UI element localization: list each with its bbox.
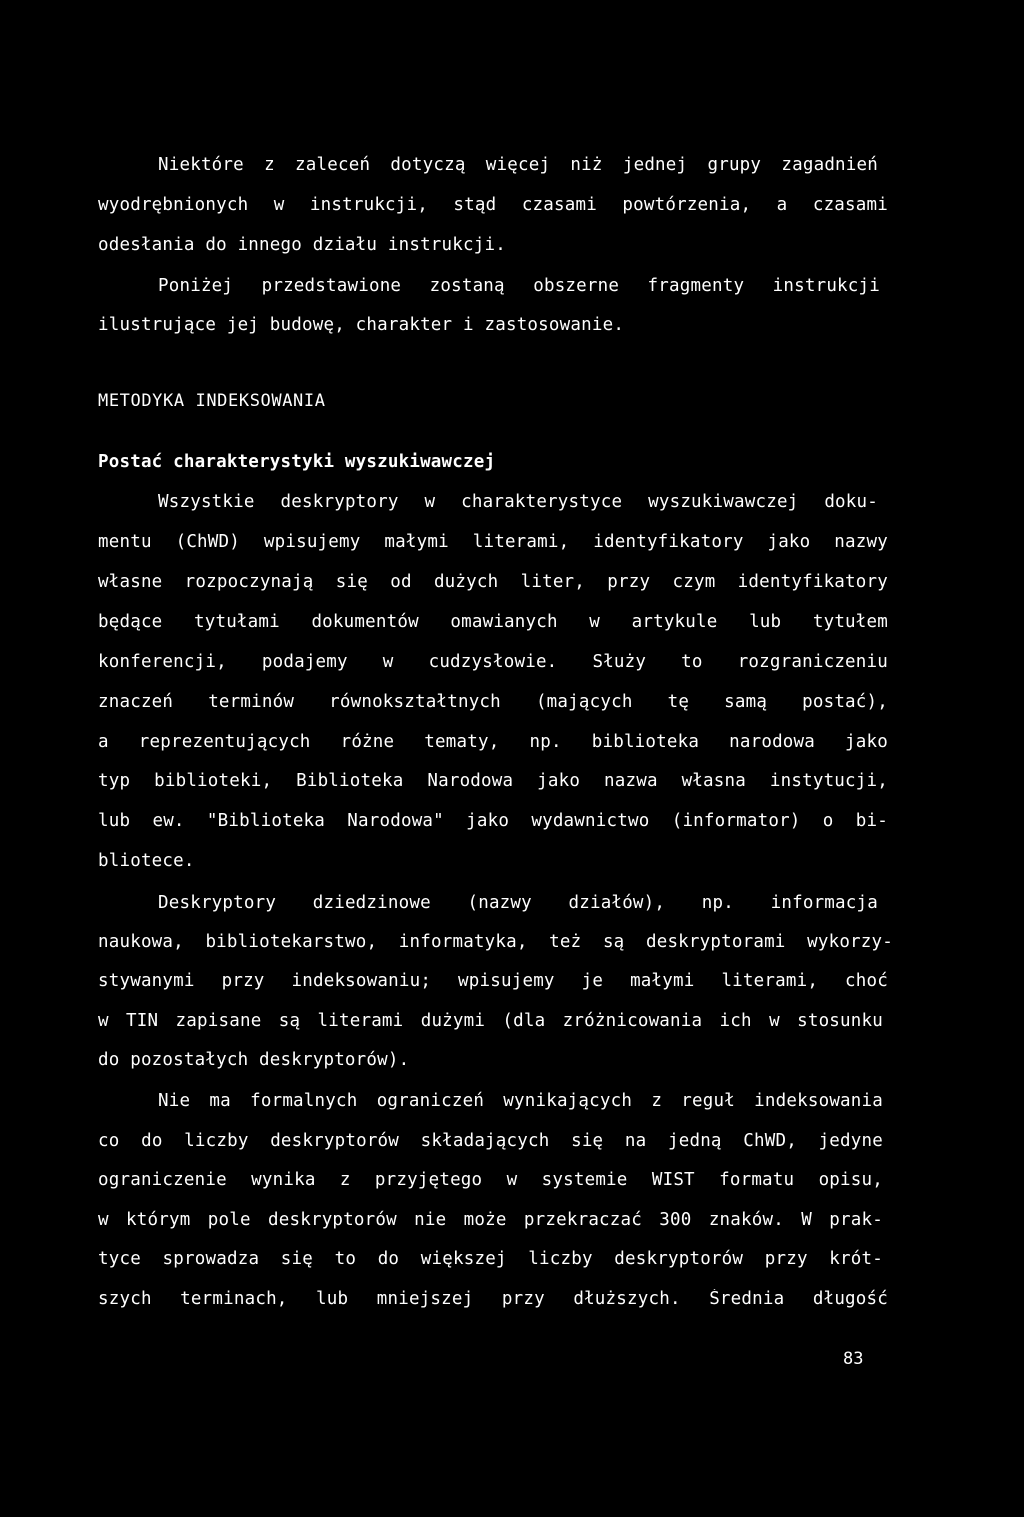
body-p1-line-2: mentu (ChWD) wpisujemy małymi literami, identyfikatory jako nazwy: [98, 532, 888, 552]
body-p3-line-1: Nie ma formalnych ograniczeń wynikających z reguł indeksowania: [158, 1091, 883, 1111]
intro-p2-line-2: ilustrujące jej budowę, charakter i zastosowanie.: [98, 315, 625, 335]
intro-p1-line-1: Niektóre z zaleceń dotyczą więcej niż jednej grupy zagadnień: [158, 155, 878, 175]
body-p2-line-4: w TIN zapisane są literami dużymi (dla zróżnicowania ich w stosunku: [98, 1011, 883, 1031]
intro-p1-line-2: wyodrębnionych w instrukcji, stąd czasami powtórzenia, a czasami: [98, 195, 888, 215]
section-heading: METODYKA INDEKSOWANIA: [98, 391, 326, 411]
body-p1-line-6: znaczeń terminów równokształtnych (mających tę samą postać),: [98, 692, 888, 712]
intro-p1-line-3: odesłania do innego działu instrukcji.: [98, 235, 506, 255]
body-p3-line-6: szych terminach, lub mniejszej przy dłuższych. Średnia długość: [98, 1289, 888, 1309]
body-p1-line-5: konferencji, podajemy w cudzysłowie. Służy to rozgraniczeniu: [98, 652, 888, 672]
body-p2-line-1: Deskryptory dziedzinowe (nazwy działów), np. informacja: [158, 893, 878, 913]
body-p3-line-4: w którym pole deskryptorów nie może przekraczać 300 znaków. W prak-: [98, 1210, 883, 1230]
body-p2-line-3: stywanymi przy indeksowaniu; wpisujemy je małymi literami, choć: [98, 971, 888, 991]
body-p2-line-2: naukowa, bibliotekarstwo, informatyka, też są deskryptorami wykorzy-: [98, 932, 893, 952]
body-p2-line-5: do pozostałych deskryptorów).: [98, 1050, 410, 1070]
intro-p2-line-1: Poniżej przedstawione zostaną obszerne fragmenty instrukcji: [158, 276, 880, 296]
body-p1-line-4: będące tytułami dokumentów omawianych w artykule lub tytułem: [98, 612, 888, 632]
body-p1-line-8: typ biblioteki, Biblioteka Narodowa jako nazwa własna instytucji,: [98, 771, 888, 791]
body-p3-line-3: ograniczenie wynika z przyjętego w systemie WIST formatu opisu,: [98, 1170, 883, 1190]
body-p1-line-3: własne rozpoczynają się od dużych liter, przy czym identyfikatory: [98, 572, 888, 592]
body-p1-line-1: Wszystkie deskryptory w charakterystyce wyszukiwawczej doku-: [158, 492, 878, 512]
body-p3-line-5: tyce sprowadza się to do większej liczby deskryptorów przy krót-: [98, 1249, 883, 1269]
body-p3-line-2: co do liczby deskryptorów składających się na jedną ChWD, jedyne: [98, 1131, 883, 1151]
body-p1-line-7: a reprezentujących różne tematy, np. biblioteka narodowa jako: [98, 732, 888, 752]
section-subheading: Postać charakterystyki wyszukiwawczej: [98, 452, 496, 472]
body-p1-line-10: bliotece.: [98, 851, 195, 871]
body-p1-line-9: lub ew. "Biblioteka Narodowa" jako wydawnictwo (informator) o bi-: [98, 811, 888, 831]
page-number: 83: [843, 1349, 864, 1369]
